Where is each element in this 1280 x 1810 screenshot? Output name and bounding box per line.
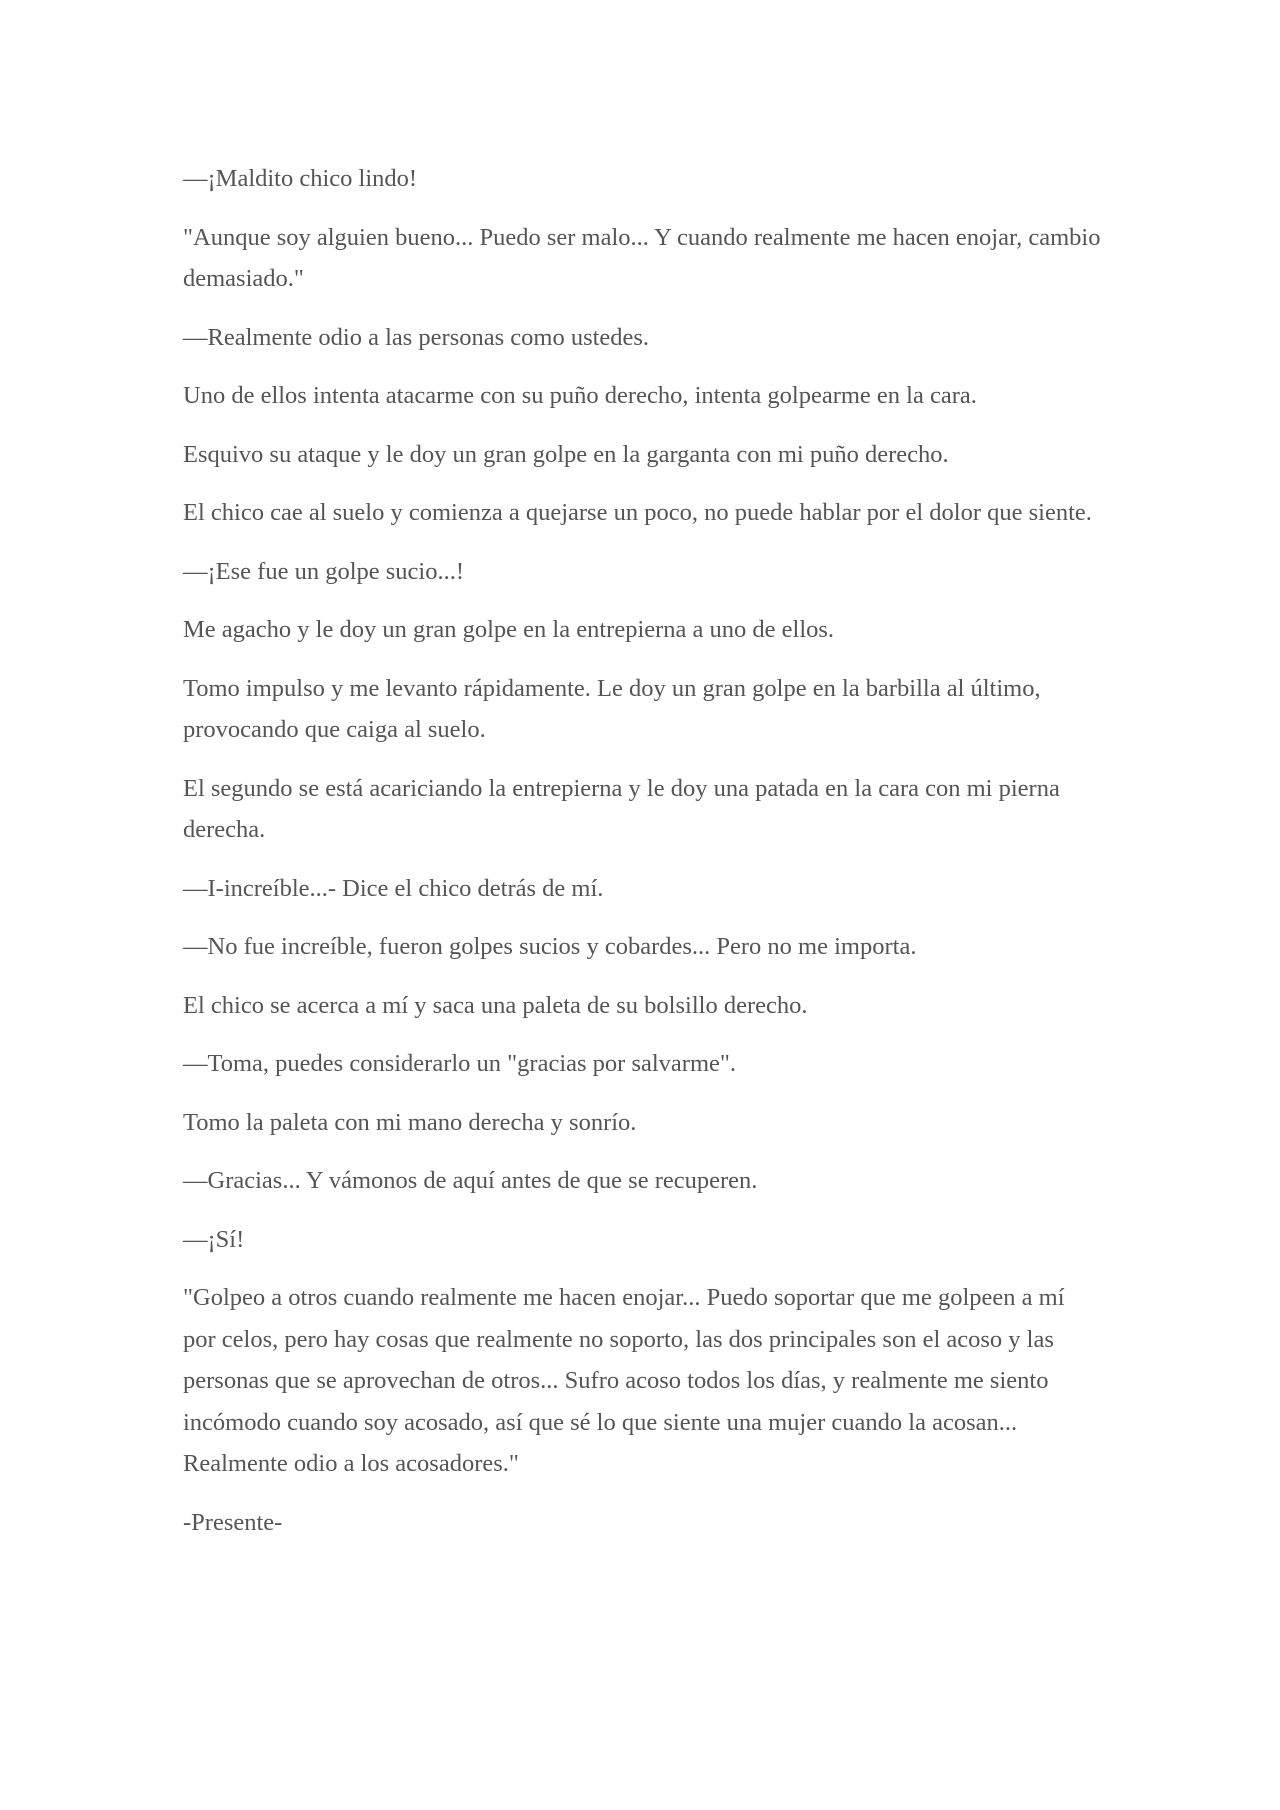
paragraph: El chico se acerca a mí y saca una paleta de su bolsillo derecho. [183, 991, 808, 1019]
paragraph: Uno de ellos intenta atacarme con su puño derecho, intenta golpearme en la cara. [183, 382, 977, 409]
paragraph: El chico cae al suelo y comienza a quejarse un poco, no puede hablar por el dolor que siente. [183, 499, 1092, 526]
paragraph: "Aunque soy alguien bueno... Puedo ser malo... Y cuando realmente me hacen enojar, cambio demasiado." [183, 223, 1101, 292]
paragraph: —Realmente odio a las personas como ustedes. [183, 323, 650, 351]
paragraph: —¡Maldito chico lindo! [183, 165, 418, 192]
paragraph: El segundo se está acariciando la entrepierna y le doy una patada en la cara con mi pierna derecha. [183, 774, 1060, 843]
paragraph: —Toma, puedes considerarlo un "gracias por salvarme". [183, 1050, 737, 1077]
paragraph: —¡Sí! [183, 1225, 245, 1253]
document-body [183, 158, 1103, 1560]
paragraph: —¡Ese fue un golpe sucio...! [183, 557, 464, 585]
paragraph: —I-increíble...- Dice el chico detrás de mí. [183, 874, 604, 902]
paragraph: -Presente- [183, 1508, 283, 1536]
paragraph: Tomo impulso y me levanto rápidamente. Le doy un gran golpe en la barbilla al último, provocando que caiga al suelo. [183, 674, 1041, 743]
paragraph: —No fue increíble, fueron golpes sucios y cobardes... Pero no me importa. [183, 933, 917, 960]
paragraph: —Gracias... Y vámonos de aquí antes de que se recuperen. [183, 1167, 758, 1194]
paragraph: Esquivo su ataque y le doy un gran golpe en la garganta con mi puño derecho. [183, 440, 949, 468]
paragraph: "Golpeo a otros cuando realmente me hacen enojar... Puedo soportar que me golpeen a mí por celos, pero hay cosas que realmente no soporto, las dos principales son el acoso y las personas que se aprovechan de otros... Sufro acoso todos los días, y realmente me siento incómodo cuando soy acosado, así que sé lo que siente una mujer cuando la acosan... Realmente odio a los acosadores." [183, 1284, 1065, 1477]
paragraph: Me agacho y le doy un gran golpe en la entrepierna a uno de ellos. [183, 616, 835, 643]
paragraph: Tomo la paleta con mi mano derecha y sonrío. [183, 1108, 637, 1136]
